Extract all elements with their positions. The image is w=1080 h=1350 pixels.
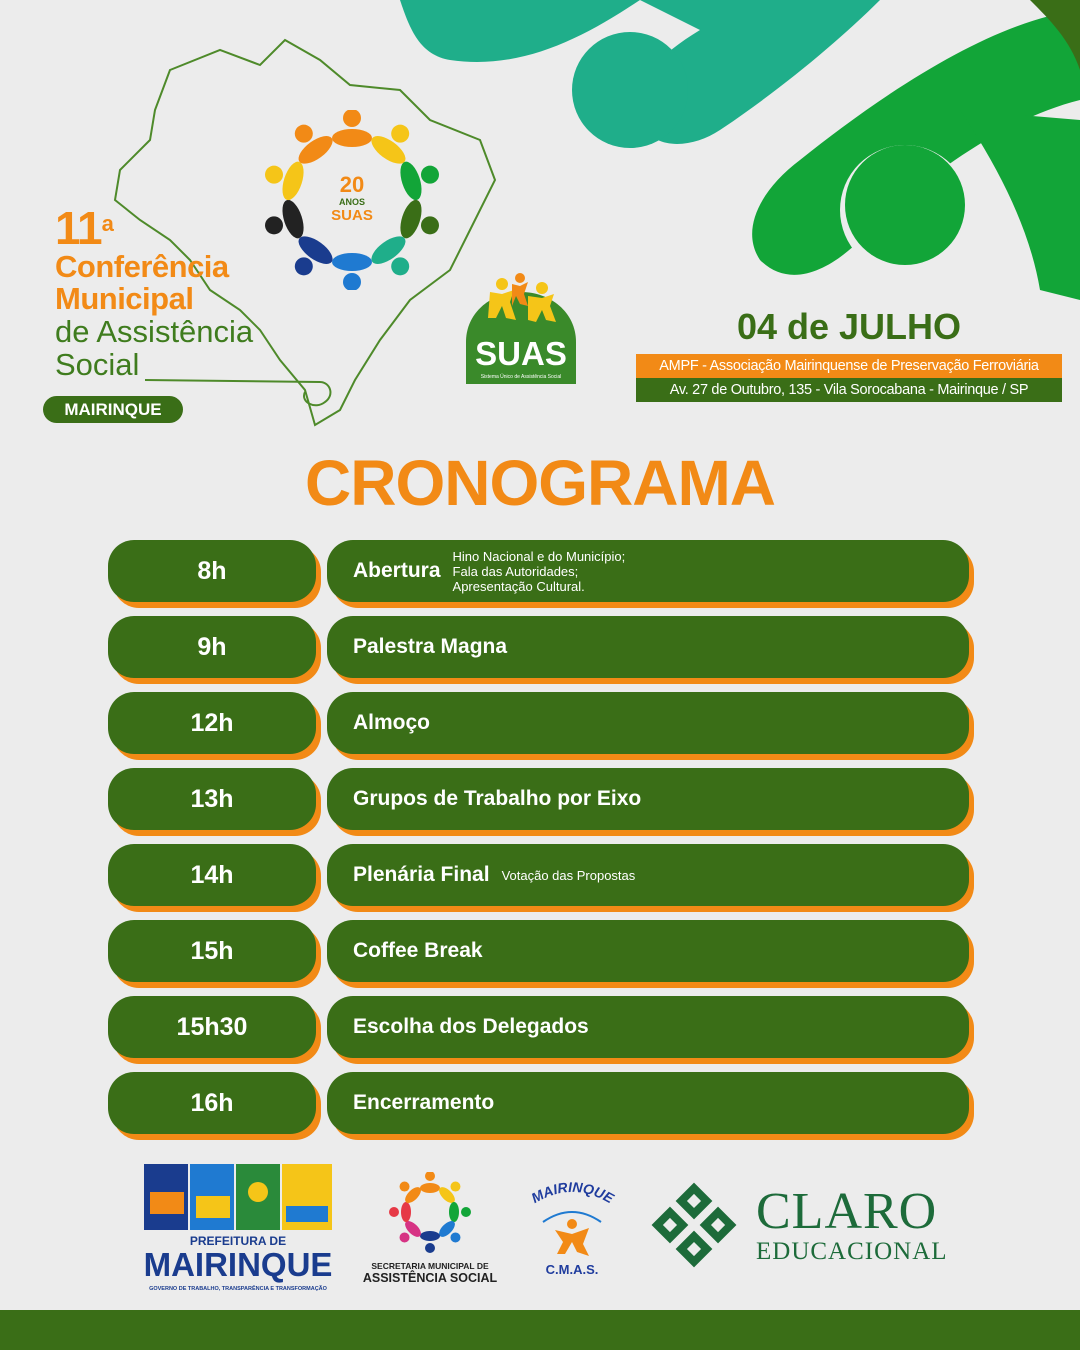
activity-title: Almoço [353, 711, 431, 734]
schedule-time: 14h [108, 844, 316, 906]
activity-notes [453, 549, 626, 594]
schedule-row [108, 616, 974, 692]
conference-title [55, 202, 355, 382]
activity-note-line: Hino Nacional e do Município; [452, 548, 626, 564]
activity-notes [502, 868, 636, 883]
schedule-time: 8h [108, 540, 316, 602]
secretaria-assistencia-social-logo [355, 1172, 505, 1292]
schedule-activity [327, 768, 969, 830]
svg-text:SUAS: SUAS [475, 335, 567, 372]
schedule-activity [327, 692, 969, 754]
title-line-2: Municipal [55, 281, 194, 316]
schedule-time: 13h [108, 768, 316, 830]
event-info [636, 306, 1062, 402]
activity-title: Plenária Final [353, 863, 490, 886]
schedule-time: 15h30 [108, 996, 316, 1058]
schedule-activity [327, 616, 969, 678]
svg-text:PREFEITURA DE: PREFEITURA DE [189, 1234, 287, 1248]
svg-text:GOVERNO DE TRABALHO, TRANSPARÊ: GOVERNO DE TRABALHO, TRANSPARÊNCIA E TRANSFORMAÇÃO [149, 1286, 327, 1292]
schedule-time: 16h [108, 1072, 316, 1134]
schedule-time: 9h [108, 616, 316, 678]
schedule-heading: CRONOGRAMA [305, 447, 775, 519]
cmas-logo [515, 1172, 630, 1282]
schedule-row [108, 768, 974, 844]
claro-emblem-icon [644, 1180, 744, 1270]
activity-note-line: Votação das Propostas [501, 867, 636, 883]
svg-text:20: 20 [339, 172, 365, 197]
svg-text:SECRETARIA MUNICIPAL DE: SECRETARIA MUNICIPAL DE [371, 1261, 489, 1271]
schedule-row [108, 996, 974, 1072]
schedule-row [108, 920, 974, 996]
event-address: Av. 27 de Outubro, 135 - Vila Sorocabana - Mairinque / SP [636, 378, 1062, 402]
schedule-row [108, 844, 974, 920]
activity-title: Encerramento [353, 1091, 495, 1114]
activity-title: Coffee Break [353, 939, 483, 962]
svg-text:ASSISTÊNCIA SOCIAL: ASSISTÊNCIA SOCIAL [362, 1271, 498, 1285]
city-badge: MAIRINQUE [43, 396, 183, 423]
title-line-4: Social [55, 347, 140, 382]
schedule-time: 12h [108, 692, 316, 754]
event-date: 04 de JULHO [736, 306, 962, 347]
prefeitura-mairinque-logo [136, 1162, 340, 1298]
schedule-row [108, 692, 974, 768]
activity-note-line: Apresentação Cultural. [452, 578, 585, 594]
schedule-activity [327, 996, 969, 1058]
event-venue: AMPF - Associação Mairinquense de Preservação Ferroviária [636, 354, 1062, 378]
schedule-row [108, 540, 974, 616]
schedule-time: 15h [108, 920, 316, 982]
schedule-activity [327, 540, 969, 602]
svg-text:Sistema Único de Assistência S: Sistema Único de Assistência Social [480, 374, 562, 380]
svg-text:ANOS: ANOS [338, 197, 366, 207]
title-line-1: Conferência [55, 249, 229, 284]
svg-text:C.M.A.S.: C.M.A.S. [545, 1262, 599, 1277]
activity-title: Escolha dos Delegados [353, 1015, 589, 1038]
schedule-activity [327, 844, 969, 906]
activity-title: Palestra Magna [353, 635, 508, 658]
claro-educacional-logo [644, 1180, 948, 1270]
activity-title: Abertura [353, 559, 441, 582]
suas-logo [462, 272, 580, 384]
claro-name: CLARO [756, 1183, 938, 1240]
svg-text:MAIRINQUE: MAIRINQUE [143, 1246, 333, 1283]
svg-text:SUAS: SUAS [331, 207, 373, 224]
activity-title: Grupos de Trabalho por Eixo [353, 787, 642, 810]
title-line-3: de Assistência [55, 314, 254, 349]
claro-subtitle: EDUCACIONAL [756, 1238, 948, 1265]
activity-note-line: Fala das Autoridades; [452, 563, 579, 579]
schedule-list [108, 540, 974, 1148]
schedule-row [108, 1072, 974, 1148]
svg-text:MAIRINQUE: MAIRINQUE [528, 1178, 617, 1207]
schedule-activity [327, 1072, 969, 1134]
schedule-activity [327, 920, 969, 982]
footer-bar [0, 1310, 1080, 1350]
conference-edition: 11$^a$ [55, 202, 113, 254]
